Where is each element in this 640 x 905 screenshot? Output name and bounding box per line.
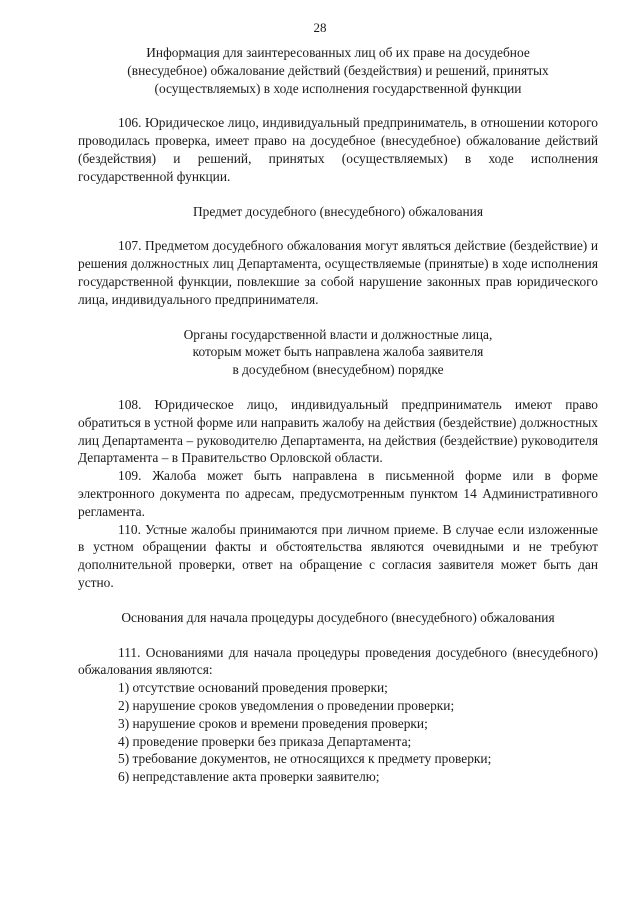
heading-organs-line: Органы государственной власти и должностные лица, [183,326,493,342]
list-item: 1) отсутствие оснований проведения проверки; [118,680,388,696]
paragraph-109: 109. Жалоба может быть направлена в письменной форме или в форме электронного документа по адресам, предусмотренным пунктом 14 Административного регламента. [78,468,598,519]
heading-organs-line: в досудебном (внесудебном) порядке [232,362,444,378]
paragraph-110: 110. Устные жалобы принимаются при личном приеме. В случае если изложенные в устном обращении факты и обстоятельства являются очевидными и не требуют дополнительной проверки, ответ на обращение с согласия заявителя может быть дан устно. [78,521,598,590]
document-body [78,44,598,786]
list-item: 3) нарушение сроков и времени проведения проверки; [118,715,428,731]
heading-info-line: (внесудебное) обжалование действий (бездействия) и решений, принятых [127,62,549,78]
page-number: 28 [313,20,327,35]
paragraph-106: 106. Юридическое лицо, индивидуальный предприниматель, в отношении которого проводилась проверка, имеет право на досудебное (внесудебное) обжалование действий (бездействия) и решений, принятых (осуществляемых) в ходе исполнения государственной функции. [78,115,598,184]
list-item: 4) проведение проверки без приказа Департамента; [118,733,412,749]
heading-grounds: Основания для начала процедуры досудебного (внесудебного) обжалования [121,609,555,625]
paragraph-111: 111. Основаниями для начала процедуры проведения досудебного (внесудебного) обжалования являются: [78,644,598,678]
list-item: 2) нарушение сроков уведомления о проведении проверки; [118,697,455,713]
heading-organs [78,326,598,379]
heading-info-line: Информация для заинтересованных лиц об их праве на досудебное [146,45,530,60]
paragraph-108: 108. Юридическое лицо, индивидуальный предприниматель имеют право обратиться в устной форме или направить жалобу на действия (бездействие) должностных лиц Департамента – руководителю Департамента, на действия (бездействие) руководителя Департамента – в Правительство Орловской области. [78,396,598,466]
list-111 [78,679,598,786]
heading-subject: Предмет досудебного (внесудебного) обжалования [192,203,484,219]
list-item: 5) требование документов, не относящихся к предмету проверки; [118,751,492,767]
heading-info [78,44,598,97]
heading-info-line: (осуществляемых) в ходе исполнения государственной функции [154,80,522,96]
list-item: 6) непредставление акта проверки заявителю; [118,769,380,785]
paragraph-107: 107. Предметом досудебного обжалования могут являться действие (бездействие) и решения должностных лиц Департамента, осуществляемые (принятые) в ходе исполнения государственной функции, повлекшие за собой нарушение законных прав юридического лица, индивидуального предпринимателя. [78,238,598,307]
heading-organs-line: которым может быть направлена жалоба заявителя [192,344,484,360]
